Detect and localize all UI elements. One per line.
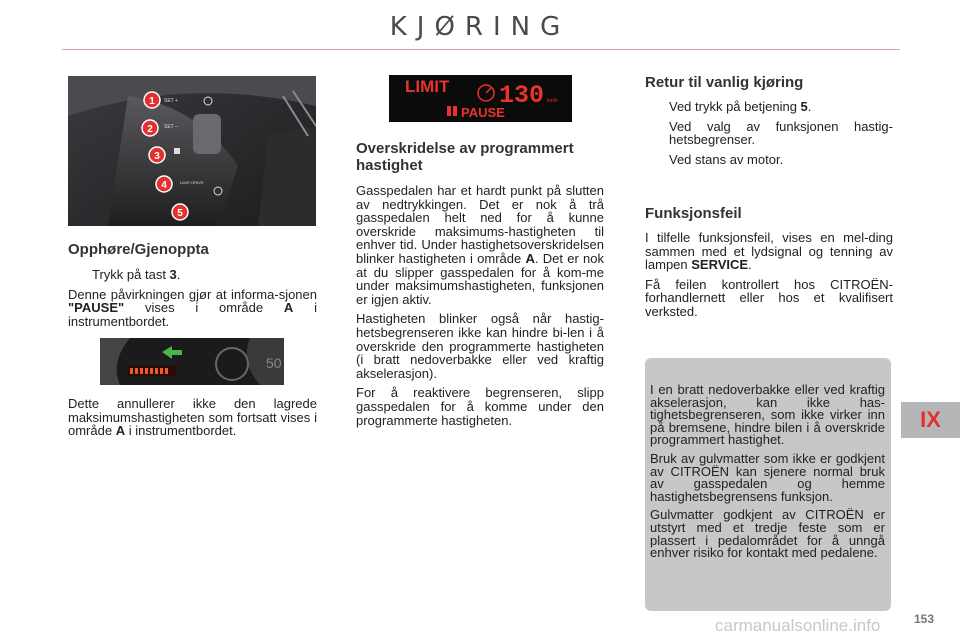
heading-funksjonsfeil: Funksjonsfeil <box>645 205 742 222</box>
list-item: Ved trykk på betjening 5. <box>669 99 812 114</box>
paragraph: Få feilen kontrollert hos CITROËN-forhandlernett eller hos et kvalifisert verksted. <box>645 276 893 319</box>
paragraph: Denne påvirkningen gjør at informa-sjonen "PAUSE" vises i område A i instrumentbordet. <box>68 286 317 329</box>
callout-5 <box>172 204 188 220</box>
cruise-stalk-photo <box>68 76 316 226</box>
limit-drive-label: LIMIT DRIVE <box>180 180 204 185</box>
svg-text:2: 2 <box>147 124 153 135</box>
right-column <box>645 74 893 172</box>
svg-text:5: 5 <box>177 208 183 219</box>
limit-text: LIMIT <box>405 77 450 96</box>
instrument-cluster-image <box>100 338 284 385</box>
limit-display-image <box>389 75 572 122</box>
pause-icon <box>174 148 180 154</box>
paragraph: I tilfelle funksjonsfeil, vises en mel-ding sammen med et lydsignal og tenning av lampen SERVICE. <box>645 230 893 273</box>
middle-column <box>356 140 604 433</box>
svg-text:3: 3 <box>154 151 160 162</box>
stalk-illustration <box>68 76 316 226</box>
pause-text: PAUSE <box>461 105 505 120</box>
paragraph: For å reaktivere begrenseren, slipp gasspedalen for å komme under den programmerte hastigheten. <box>356 385 604 428</box>
callout-3 <box>149 147 165 163</box>
heading-opphore: Opphøre/Gjenoppta <box>68 241 209 258</box>
list-item: Ved valg av funksjonen hastig-hetsbegrenser. <box>669 118 893 148</box>
callout-2 <box>142 120 158 136</box>
paragraph: Hastigheten blinker også når hastig-hetsbegrenseren ikke kan hindre bi-len i å overskride den programmerte hastigheten (i bratt nedoverbakke eller ved kraftig akselerasjon). <box>356 311 604 381</box>
paragraph: Gasspedalen har et hardt punkt på slutten av nedtrykkingen. Det er nok å trå gasspedalen helt ned for å kunne overskride maksimums-hastigheten til enhver tid. Under hastighetsoverskridelsen blinker hastigheten i område A. Det er nok at du slipper gasspedalen for å kom-me under maksimumshastigheten, funksjonen er igjen aktiv. <box>356 183 604 307</box>
left-column <box>68 241 317 334</box>
svg-text:4: 4 <box>161 180 167 191</box>
set-minus-label: SET – <box>164 124 178 130</box>
svg-text:50: 50 <box>266 355 282 371</box>
set-plus-label: SET + <box>164 98 178 104</box>
left-column-lower <box>68 397 317 444</box>
list-item: Ved stans av motor. <box>669 151 784 167</box>
note-paragraph: I en bratt nedoverbakke eller ved kraftig akselerasjon, kan ikke has-tighetsbegrenseren, som ikke virker inn på bremsene, hindre bilen i å overskride programmert hastighet. <box>650 382 885 448</box>
paragraph: Dette annullerer ikke den lagrede maksimumshastigheten som fortsatt vises i område A i instrumentbordet. <box>68 396 317 439</box>
page-number: 153 <box>914 612 935 626</box>
svg-text:1: 1 <box>149 96 155 107</box>
limit-unit: km/h <box>547 98 558 104</box>
list-item: Trykk på tast 3. <box>92 267 181 282</box>
right-column-funksjonsfeil <box>645 205 893 325</box>
note-paragraph: Bruk av gulvmatter som ikke er godkjent av CITROËN kan sjenere normal bruk av gasspedalen og hemme hastighetsbegrensens funksjon. <box>650 450 885 504</box>
watermark: carmanualsonline.info <box>715 616 881 635</box>
limit-speed: 130 <box>499 81 545 110</box>
pause-bar-icon <box>447 106 451 116</box>
page-title: KJØRING <box>389 12 571 42</box>
heading-retur: Retur til vanlig kjøring <box>645 74 804 91</box>
title-divider <box>62 49 900 50</box>
heading-overskridelse: Overskridelse av programmert hastighet <box>356 140 574 174</box>
callout-1 <box>144 92 160 108</box>
chapter-tab: IX <box>901 402 960 438</box>
callout-4 <box>156 176 172 192</box>
note-paragraph: Gulvmatter godkjent av CITROËN er utstyrt med et tredje feste som er plassert i pedalområdet for å unngå enhver risiko for kontakt med pedalene. <box>650 507 885 561</box>
note-box <box>645 358 891 611</box>
